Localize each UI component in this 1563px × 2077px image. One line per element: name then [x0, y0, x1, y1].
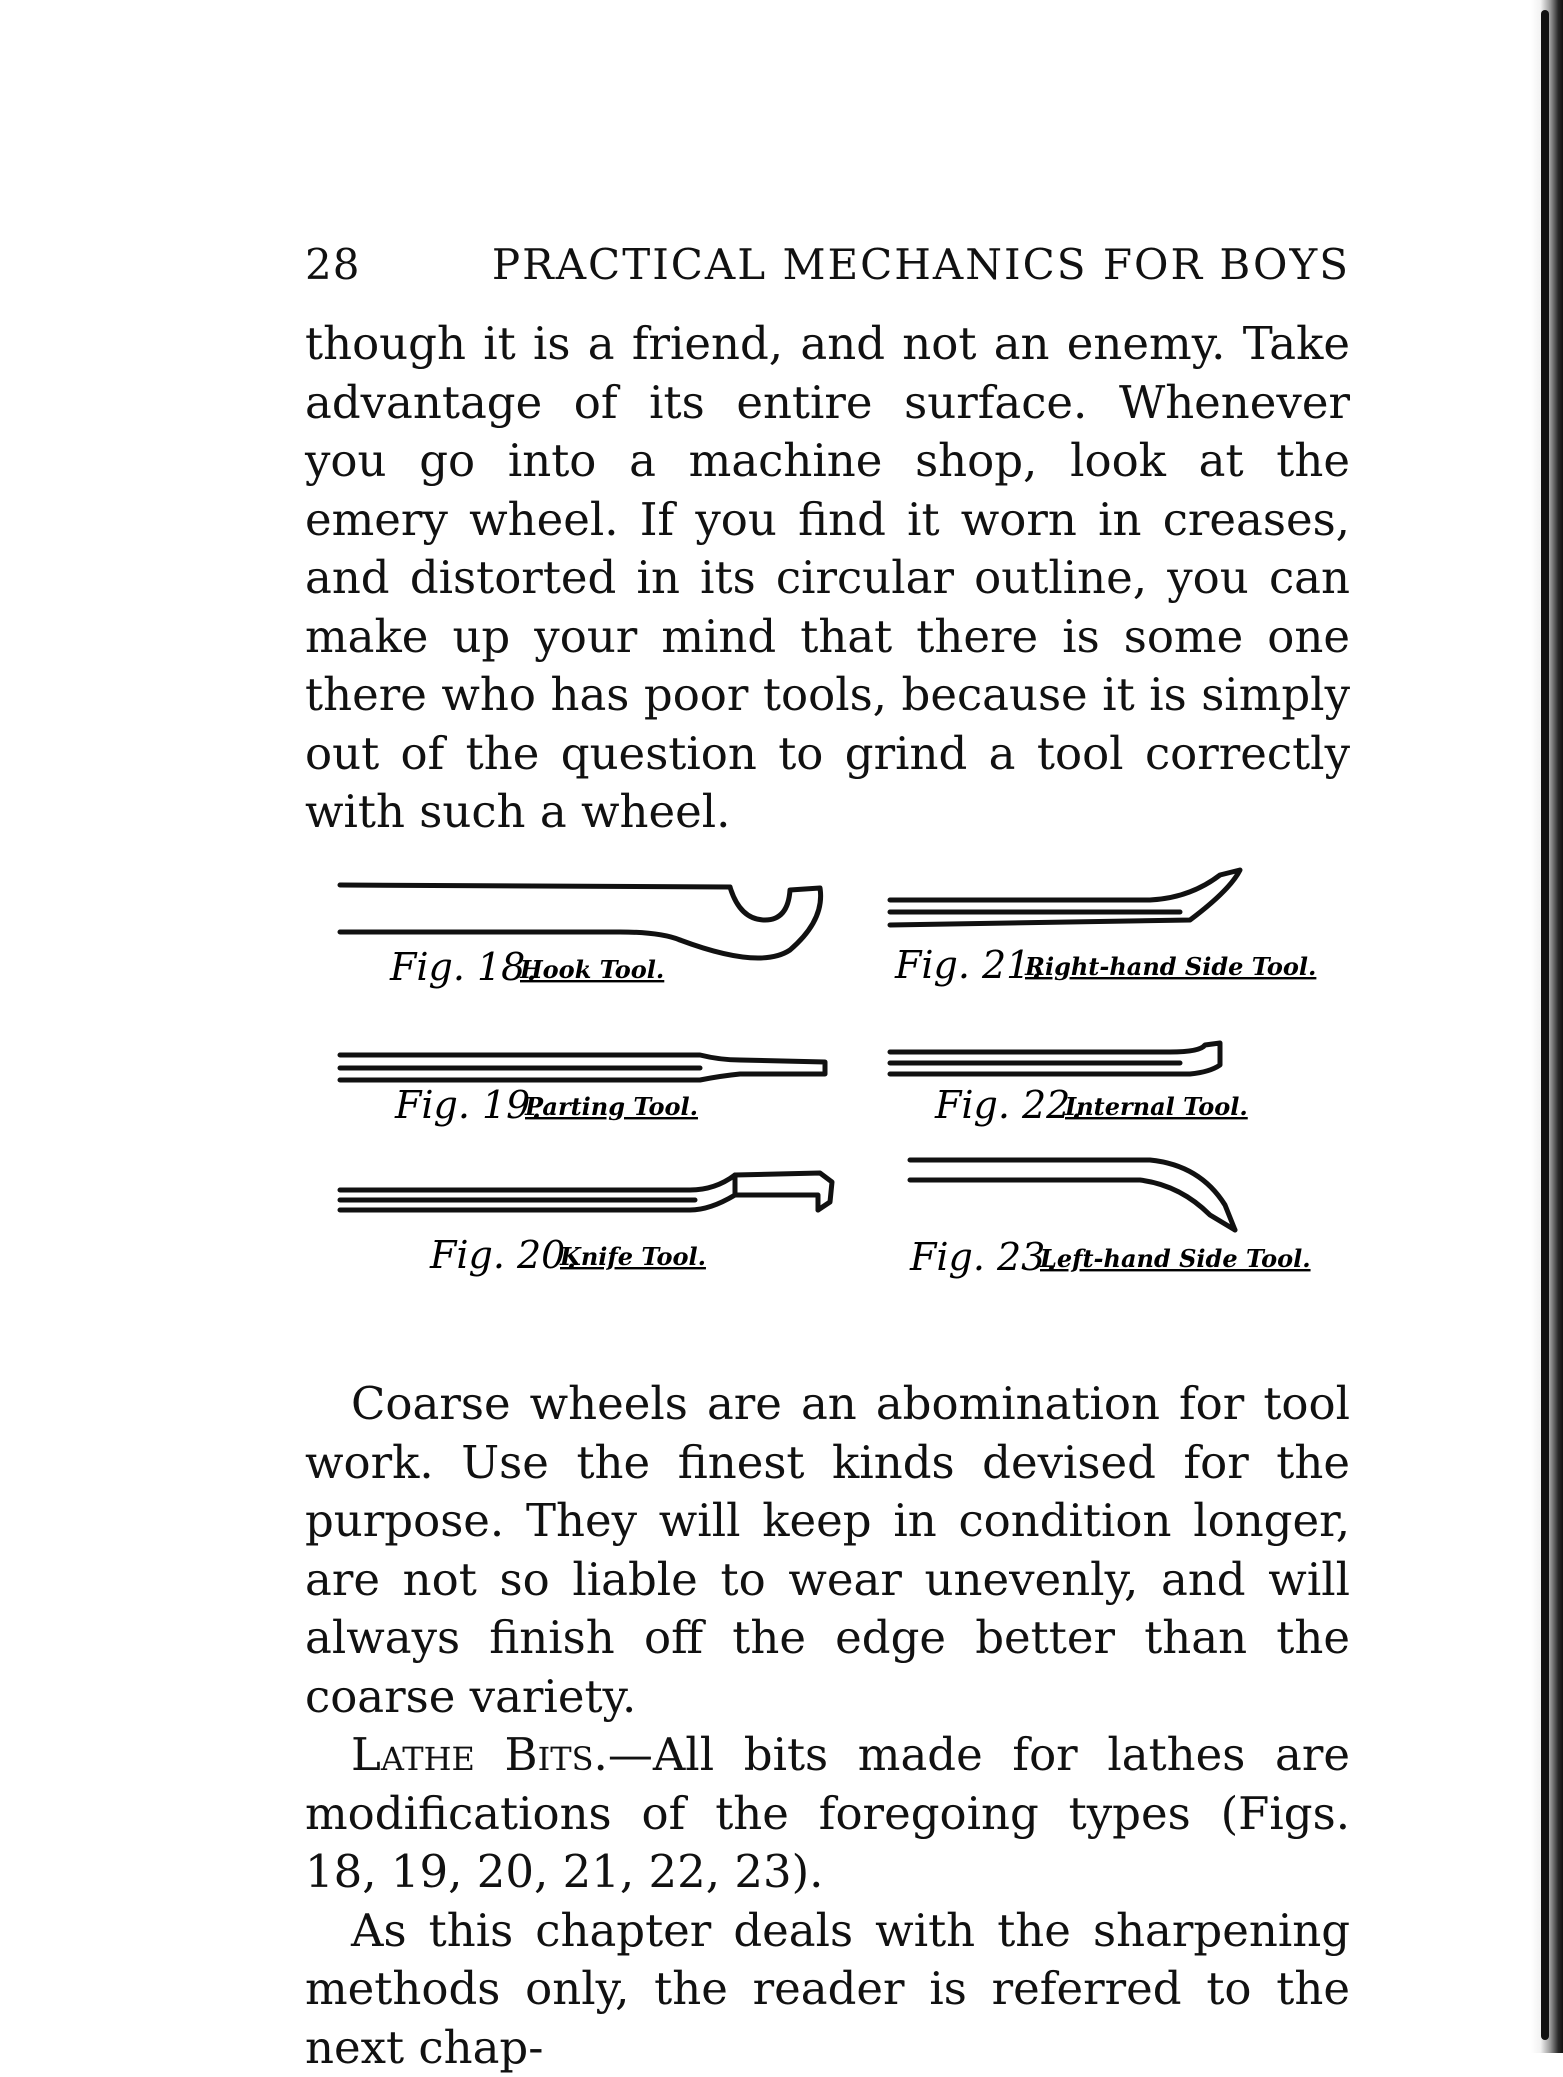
body-text-lower [305, 1375, 1350, 2077]
fig21-drawing [890, 870, 1240, 925]
lathe-bits-text: —All bits made for lathes are modifications of the foregoing types (Figs. 18, 19, 20, 21, 22, 23). [305, 1728, 1350, 1898]
fig19-drawing [340, 1055, 825, 1080]
page-number: 28 [305, 240, 360, 289]
running-header [305, 240, 1350, 289]
fig22-label: Fig. 22. [934, 1083, 1082, 1127]
fig18-label: Fig. 18. [389, 945, 537, 989]
paragraph-1: though it is a friend, and not an enemy. Take advantage of its entire surface. Whenever you go into a machine shop, look at the emery wheel. If you find it worn in creases, and distorted in its circular outline, you can make up your mind that there is some one there who has poor tools, because it is simply out of the question to grind a tool correctly with such a wheel. [305, 315, 1350, 842]
fig20-name: Knife Tool. [559, 1242, 706, 1271]
fig18-name: Hook Tool. [519, 955, 664, 984]
tool-figures [320, 860, 1340, 1310]
paragraph-4: As this chapter deals with the sharpening methods only, the reader is referred to the next chap- [305, 1902, 1350, 2077]
fig22-name: Internal Tool. [1064, 1092, 1248, 1121]
fig19-name: Parting Tool. [524, 1092, 698, 1121]
binding-line [1541, 10, 1549, 2040]
fig23-drawing [910, 1160, 1235, 1230]
tool-figures-svg [320, 860, 1340, 1310]
fig23-name: Left-hand Side Tool. [1039, 1244, 1311, 1273]
fig21-name: Right-hand Side Tool. [1024, 952, 1316, 981]
fig23-label: Fig. 23. [909, 1235, 1057, 1279]
fig20-label: Fig. 20. [429, 1233, 577, 1277]
paragraph-2: Coarse wheels are an abomination for tool work. Use the finest kinds devised for the purpose. They will keep in condition longer, are not so liable to wear unevenly, and will always finish off the edge better than the coarse variety. [305, 1375, 1350, 1726]
fig21-label: Fig. 21. [894, 943, 1042, 987]
running-title: PRACTICAL MECHANICS FOR BOYS [492, 240, 1350, 289]
paragraph-1-block [305, 315, 1350, 842]
fig22-drawing [890, 1043, 1220, 1074]
fig19-label: Fig. 19. [394, 1083, 542, 1127]
fig20-drawing [340, 1173, 832, 1210]
paragraph-3 [305, 1726, 1350, 1902]
lathe-bits-heading: Lathe Bits. [351, 1728, 608, 1781]
